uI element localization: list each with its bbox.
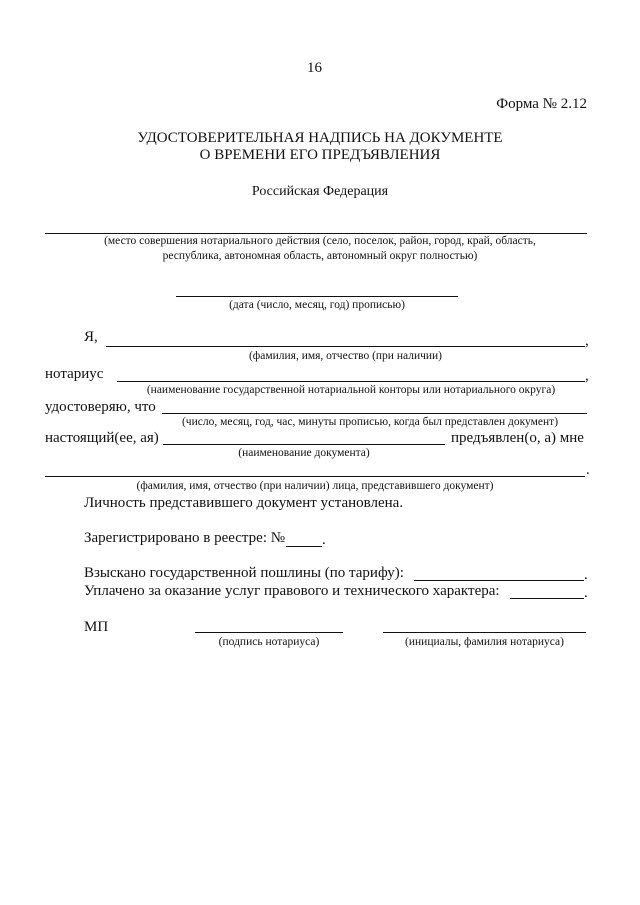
- initials-caption: (инициалы, фамилия нотариуса): [405, 636, 564, 648]
- services-paid-field[interactable]: [510, 598, 584, 599]
- date-caption: (дата (число, месяц, год) прописью): [229, 299, 405, 311]
- registry-label: Зарегистрировано в реестре: №: [84, 530, 286, 546]
- identity-statement: Личность представившего документ установлена.: [84, 495, 404, 511]
- country-name: Российская Федерация: [251, 184, 389, 199]
- title-line-2: О ВРЕМЕНИ ЕГО ПРЕДЪЯВЛЕНИЯ: [199, 147, 441, 163]
- signature-field[interactable]: [195, 632, 343, 633]
- signature-caption: (подпись нотариуса): [218, 636, 320, 648]
- presenter-period: .: [586, 462, 590, 478]
- certify-label: удостоверяю, что: [45, 399, 156, 415]
- document-name-caption: (наименование документа): [238, 447, 370, 459]
- state-duty-period: .: [584, 567, 588, 583]
- seal-mark: МП: [84, 619, 109, 635]
- initials-field[interactable]: [383, 632, 586, 633]
- ya-comma: ,: [585, 333, 589, 349]
- presentation-time-field[interactable]: [162, 413, 587, 414]
- present-label: настоящий(ее, ая): [45, 430, 159, 446]
- presenter-name-field[interactable]: [45, 476, 585, 477]
- page-number: 16: [307, 60, 322, 76]
- notary-label: нотариус: [45, 366, 104, 382]
- presented-suffix: предъявлен(о, а) мне: [451, 430, 584, 446]
- notary-office-field[interactable]: [117, 381, 585, 382]
- place-field[interactable]: [45, 233, 587, 234]
- date-field[interactable]: [176, 296, 458, 297]
- state-duty-field[interactable]: [414, 580, 584, 581]
- presentation-time-caption: (число, месяц, год, час, минуты прописью, когда был представлен документ): [181, 416, 559, 428]
- place-caption-line-1: (место совершения нотариального действия (село, поселок, район, город, край, область,: [104, 235, 536, 247]
- presenter-name-caption: (фамилия, имя, отчество (при наличии) лица, представившего документ): [136, 480, 494, 492]
- place-caption-line-2: республика, автономная область, автономный округ полностью): [162, 250, 478, 262]
- notary-office-caption: (наименование государственной нотариальной конторы или нотариального округа): [146, 384, 556, 396]
- document-name-field[interactable]: [163, 444, 445, 445]
- notary-name-field[interactable]: [106, 346, 585, 347]
- ya-label: Я,: [84, 329, 98, 345]
- notary-name-caption: (фамилия, имя, отчество (при наличии): [248, 350, 443, 362]
- services-paid-label: Уплачено за оказание услуг правового и технического характера:: [84, 583, 500, 599]
- form-label: Форма № 2.12: [496, 96, 587, 112]
- state-duty-label: Взыскано государственной пошлины (по тарифу):: [84, 565, 404, 581]
- title-line-1: УДОСТОВЕРИТЕЛЬНАЯ НАДПИСЬ НА ДОКУМЕНТЕ: [137, 130, 503, 146]
- registry-period: .: [322, 532, 326, 548]
- registry-number-field[interactable]: [286, 546, 322, 547]
- services-paid-period: .: [584, 585, 588, 601]
- notary-comma: ,: [585, 368, 589, 384]
